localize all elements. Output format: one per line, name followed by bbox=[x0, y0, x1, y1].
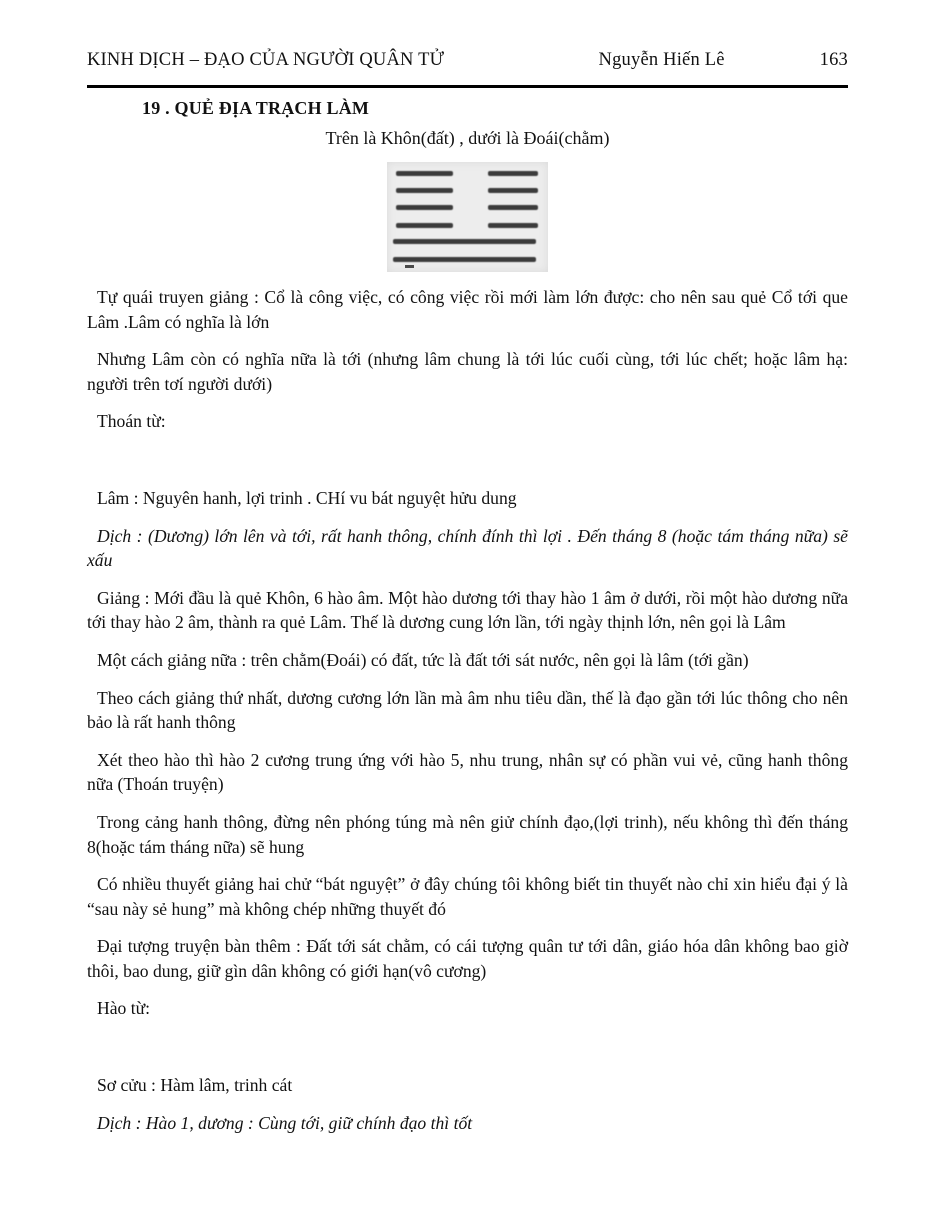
paragraph: Lâm : Nguyên hanh, lợi trinh . CHí vu bát nguyệt hửu dung bbox=[97, 487, 517, 508]
paragraph: Hào từ: bbox=[97, 998, 151, 1019]
section-title: 19 . QUẺ ĐỊA TRẠCH LÀM bbox=[142, 98, 370, 118]
scan-artifact-mark bbox=[405, 265, 414, 268]
paragraph: Một cách giảng nữa : trên chằm(Đoái) có đất, tức là đất tới sát nước, nên gọi là lâm (tới gần) bbox=[97, 649, 749, 670]
hexagram-broken-line bbox=[387, 171, 548, 176]
hexagram-broken-line bbox=[387, 205, 548, 210]
hexagram-solid-line bbox=[387, 257, 548, 262]
paragraph: Nhưng Lâm còn có nghĩa nữa là tới (nhưng lâm chung là tới lúc cuối cùng, tới lúc chết; hoặc lâm hạ: người trên tơí người dưới) bbox=[87, 349, 848, 394]
paragraph: Tự quái truyen giảng : Cổ là công việc, có công việc rồi mới làm lớn được: cho nên sau quẻ Cổ tới que Lâm .Lâm có nghĩa là lớn bbox=[87, 287, 848, 332]
hexagram-solid-line bbox=[387, 239, 548, 244]
hexagram-image bbox=[387, 162, 548, 272]
book-title: KINH DỊCH – ĐẠO CỦA NGƯỜI QUÂN TỬ bbox=[87, 50, 445, 70]
paragraph: Dịch : Hào 1, dương : Cùng tới, giữ chính đạo thì tốt bbox=[97, 1112, 473, 1133]
paragraph: Sơ cửu : Hàm lâm, trinh cát bbox=[97, 1075, 293, 1096]
body-text bbox=[87, 285, 848, 1135]
hexagram-broken-line bbox=[387, 223, 548, 228]
paragraph: Dịch : (Dương) lớn lên và tới, rất hanh thông, chính đính thì lợi . Đến tháng 8 (hoặc tám tháng nữa) sẽ xấu bbox=[87, 525, 848, 571]
header-rule bbox=[87, 85, 848, 88]
paragraph: Có nhiều thuyết giảng hai chử “bát nguyệt” ở đây chúng tôi không biết tin thuyết nào chỉ xin hiểu đại ý là “sau này sẻ hung” mà không chép những thuyết đó bbox=[87, 874, 848, 919]
page-header bbox=[87, 50, 848, 71]
author-name: Nguyễn Hiến Lê bbox=[598, 50, 725, 70]
paragraph: Theo cách giảng thứ nhất, dương cương lớn lần mà âm nhu tiêu dần, thế là đạo gần tới lúc thông cho nên bảo là rất hanh thông bbox=[87, 687, 848, 733]
paragraph: Thoán từ: bbox=[97, 411, 166, 432]
paragraph: Trong cảng hanh thông, đừng nên phóng túng mà nên giử chính đạo,(lợi trinh), nếu không thì đến tháng 8(hoặc tám tháng nữa) sẽ hung bbox=[87, 811, 848, 857]
page-number: 163 bbox=[819, 50, 848, 70]
paragraph: Đại tượng truyện bàn thêm : Đất tới sát chằm, có cái tượng quân tư tới dân, giáo hóa dân không bao giờ thôi, bao dung, giữ gìn dân không có giới hạn(vô cương) bbox=[87, 936, 848, 981]
hexagram-caption: Trên là Khôn(đất) , dưới là Đoái(chằm) bbox=[325, 128, 610, 148]
paragraph: Giảng : Mới đầu là quẻ Khôn, 6 hào âm. Một hào dương tới thay hào 1 âm ở dưới, rồi một hào dương nữa tới thay hào 2 âm, thành ra quẻ Lâm. Thế là dương cung lớn lần, tới ngày thịnh lớn, nên gọi là Lâm bbox=[87, 587, 848, 633]
paragraph: Xét theo hào thì hào 2 cương trung ứng với hào 5, nhu trung, nhân sự có phần vui vẻ, cũng hanh thông nữa (Thoán truyện) bbox=[87, 749, 848, 795]
hexagram-broken-line bbox=[387, 188, 548, 193]
